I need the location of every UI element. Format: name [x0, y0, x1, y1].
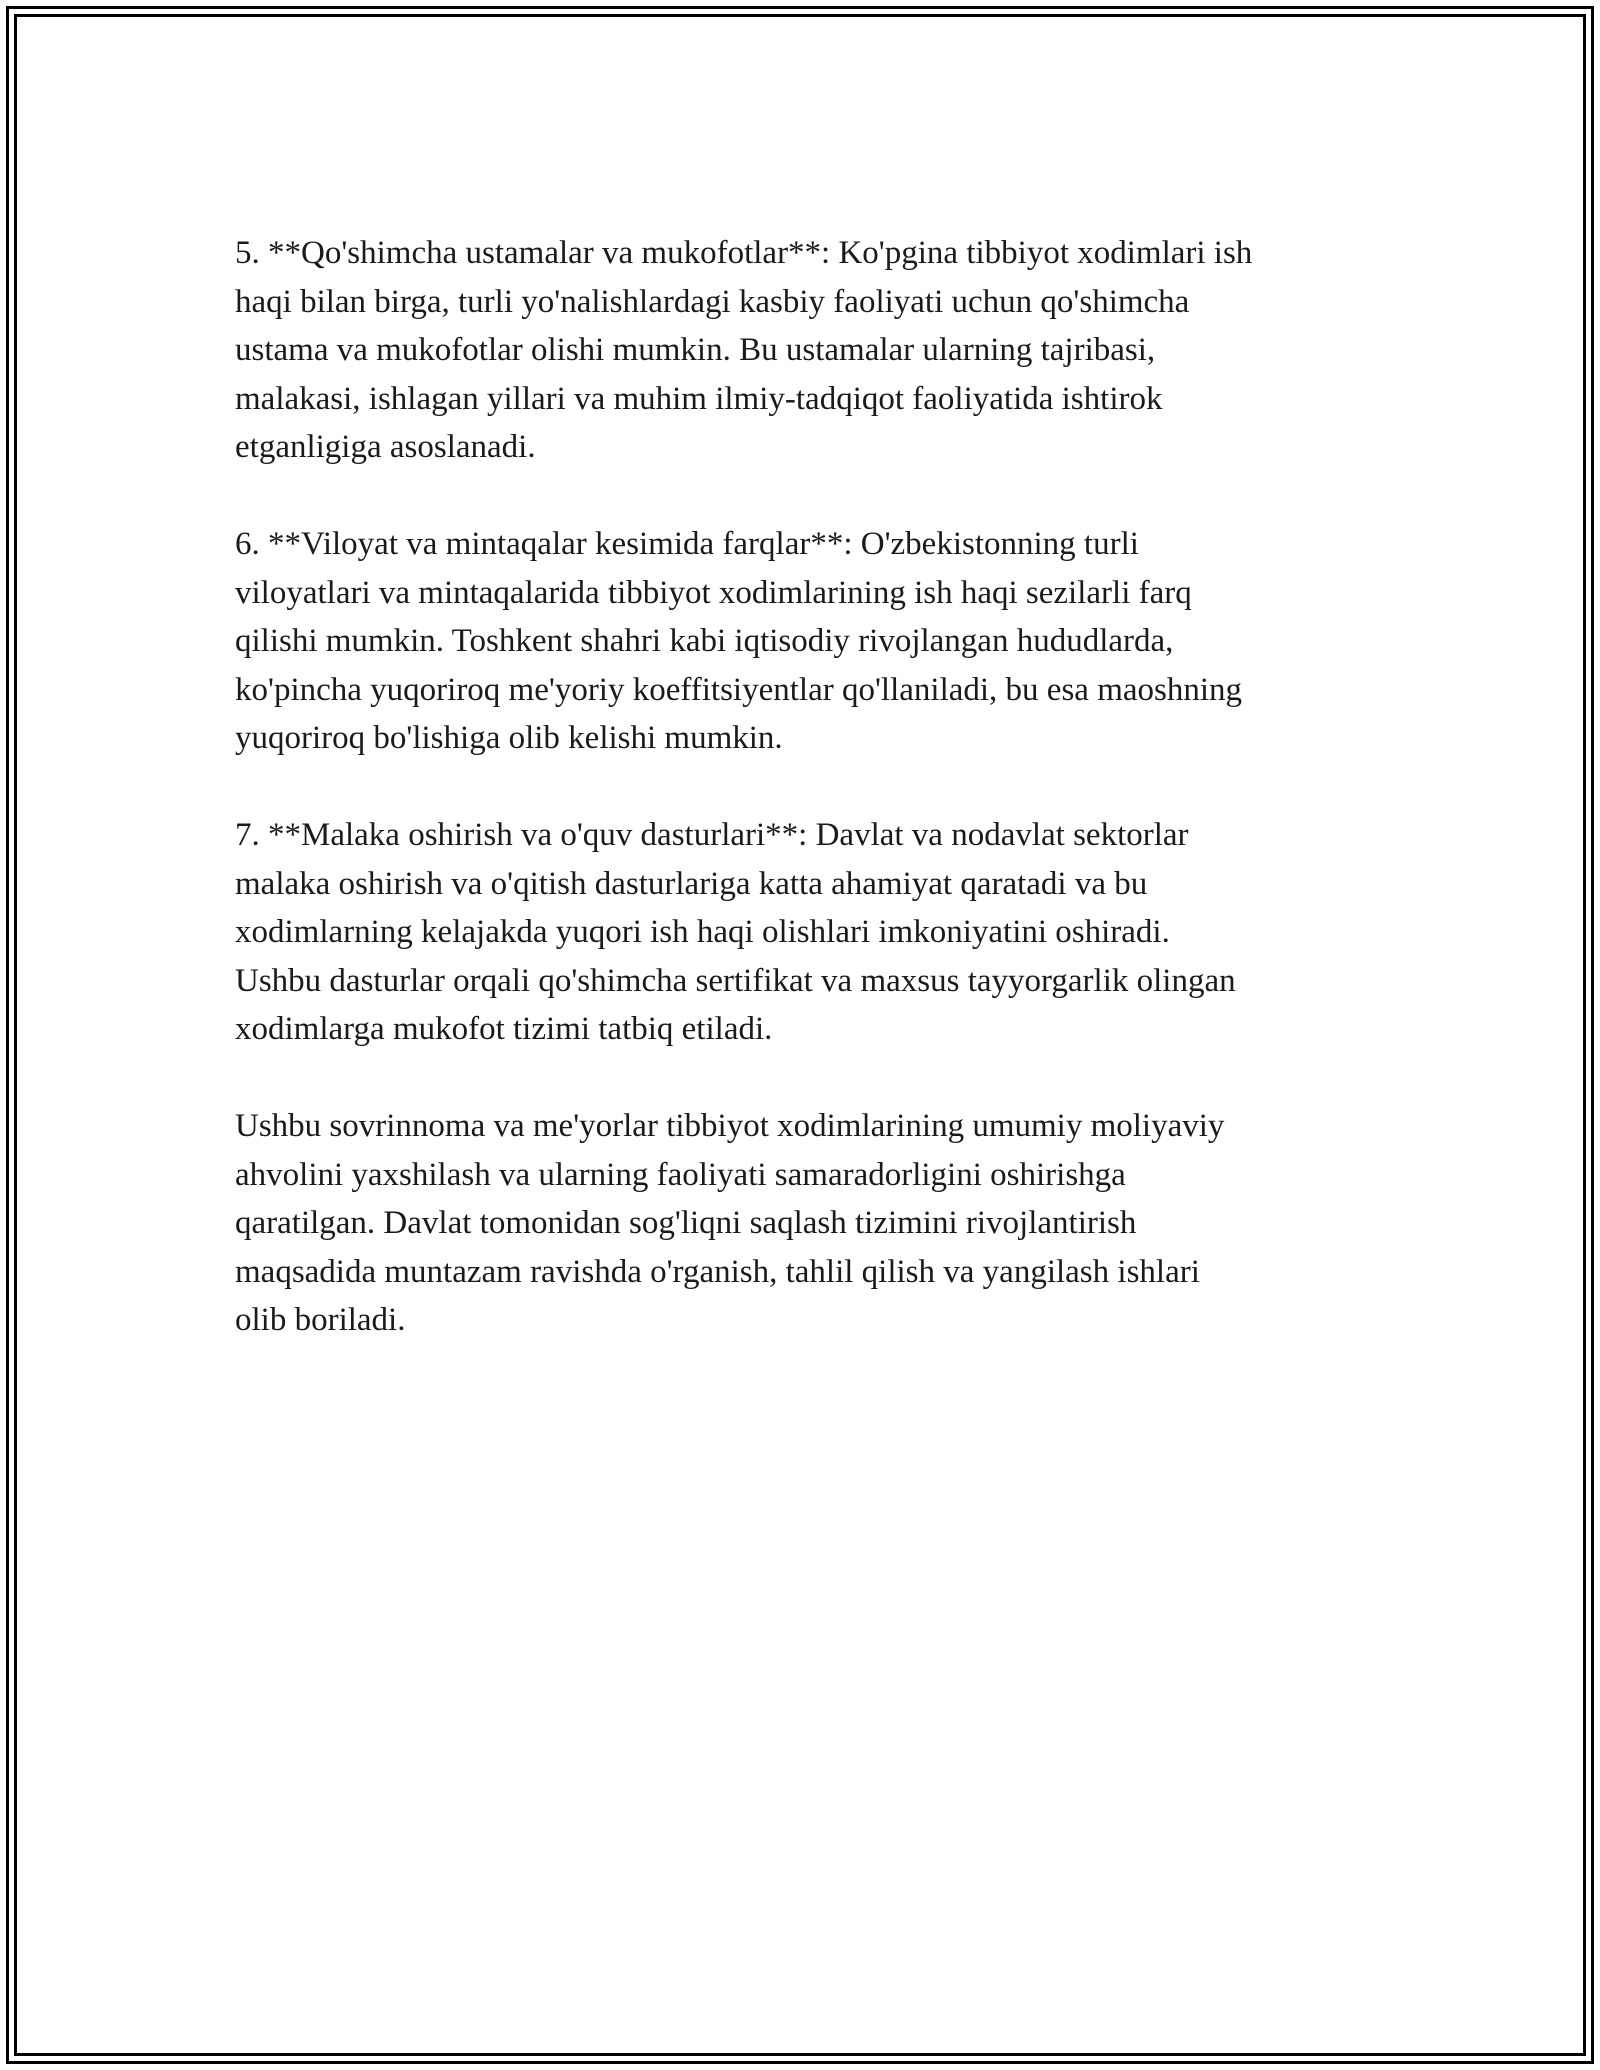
paragraph-item-5 — [235, 229, 1385, 472]
document-body — [235, 229, 1385, 1393]
text-line: qaratilgan. Davlat tomonidan sog'liqni saqlash tizimini rivojlantirish — [235, 1205, 1137, 1241]
text-line: xodimlarning kelajakda yuqori ish haqi olishlari imkoniyatini oshiradi. — [235, 914, 1170, 950]
text-line: viloyatlari va mintaqalarida tibbiyot xodimlarining ish haqi sezilarli farq — [235, 574, 1192, 611]
text-line: xodimlarga mukofot tizimi tatbiq etiladi. — [235, 1011, 773, 1047]
text-line: Ushbu dasturlar orqali qo'shimcha sertifikat va maxsus tayyorgarlik olingan — [235, 962, 1236, 999]
text-line: ko'pincha yuqoriroq me'yoriy koeffitsiyentlar qo'llaniladi, bu esa maoshning — [235, 671, 1243, 708]
text-line: maqsadida muntazam ravishda o'rganish, tahlil qilish va yangilash ishlari — [235, 1253, 1200, 1290]
text-line: olib boriladi. — [235, 1302, 406, 1338]
text-line: ustama va mukofotlar olishi mumkin. Bu ustamalar ularning tajribasi, — [235, 332, 1156, 368]
paragraph-conclusion — [235, 1102, 1385, 1345]
text-line: qilishi mumkin. Toshkent shahri kabi iqtisodiy rivojlangan hududlarda, — [235, 623, 1174, 659]
text-line: malakasi, ishlagan yillari va muhim ilmiy-tadqiqot faoliyatida ishtirok — [235, 380, 1163, 417]
text-line: yuqoriroq bo'lishiga olib kelishi mumkin. — [235, 720, 783, 756]
text-line: haqi bilan birga, turli yo'nalishlardagi kasbiy faoliyati uchun qo'shimcha — [235, 283, 1190, 320]
text-line: 6. **Viloyat va mintaqalar kesimida farqlar**: O'zbekistonning turli — [235, 526, 1139, 562]
text-line: ahvolini yaxshilash va ularning faoliyati samaradorligini oshirishga — [235, 1156, 1126, 1193]
text-line: malaka oshirish va o'qitish dasturlariga katta ahamiyat qaratadi va bu — [235, 865, 1148, 902]
paragraph-item-6 — [235, 520, 1385, 763]
text-line: 5. **Qo'shimcha ustamalar va mukofotlar**: Ko'pgina tibbiyot xodimlari ish — [235, 235, 1253, 271]
text-line: 7. **Malaka oshirish va o'quv dasturlari**: Davlat va nodavlat sektorlar — [235, 817, 1189, 853]
text-line: etganligiga asoslanadi. — [235, 429, 536, 465]
text-line: Ushbu sovrinnoma va me'yorlar tibbiyot xodimlarining umumiy moliyaviy — [235, 1108, 1225, 1144]
paragraph-item-7 — [235, 811, 1385, 1054]
